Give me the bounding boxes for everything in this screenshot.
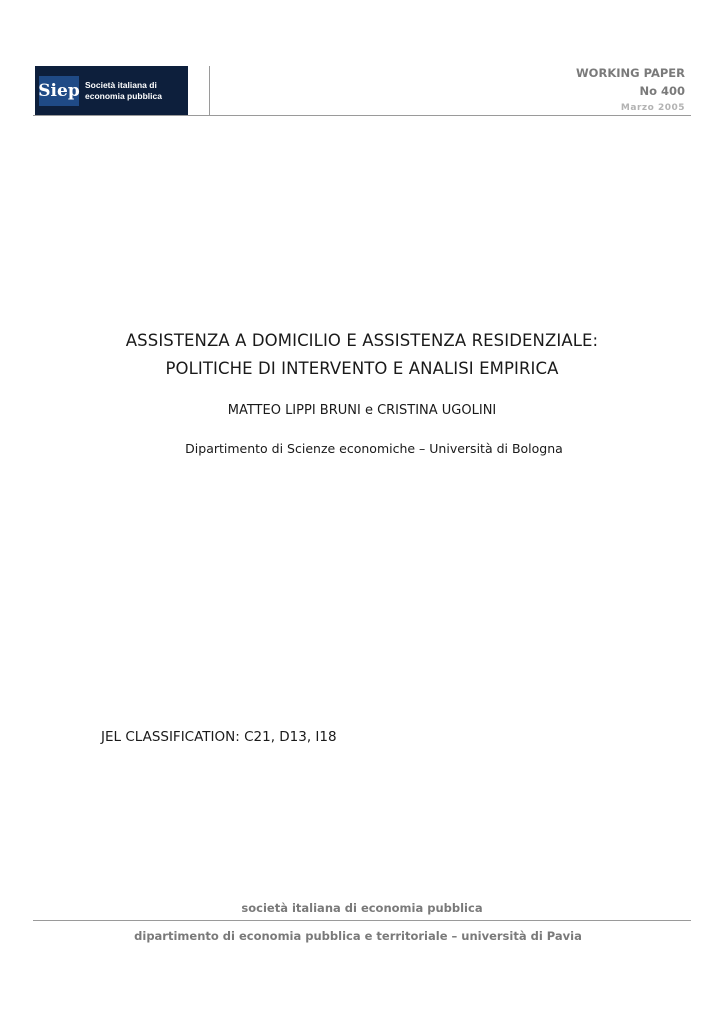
logo-line-1: Società italiana di (85, 80, 157, 90)
logo-line-2: economia pubblica (85, 91, 162, 101)
jel-classification: JEL CLASSIFICATION: C21, D13, I18 (101, 729, 337, 745)
footer-department: dipartimento di economia pubblica e territoriale – università di Pavia (134, 929, 582, 943)
paper-affiliation: Dipartimento di Scienze economiche – Università di Bologna (185, 441, 563, 456)
header-vertical-divider (209, 66, 210, 116)
siep-logo-mark: Siep (39, 76, 79, 106)
footer-divider (33, 920, 691, 921)
siep-logo-text (85, 80, 162, 102)
paper-title-line-2: POLITICHE DI INTERVENTO E ANALISI EMPIRICA (165, 359, 559, 378)
working-paper-date: Marzo 2005 (620, 103, 685, 113)
header-divider (33, 115, 691, 116)
working-paper-label: WORKING PAPER (576, 66, 685, 80)
paper-authors: MATTEO LIPPI BRUNI e CRISTINA UGOLINI (227, 403, 497, 418)
working-paper-number: No 400 (639, 84, 685, 98)
paper-title-line-1: ASSISTENZA A DOMICILIO E ASSISTENZA RESIDENZIALE: (125, 331, 599, 350)
footer-society: società italiana di economia pubblica (241, 901, 483, 915)
siep-logo (35, 66, 188, 116)
